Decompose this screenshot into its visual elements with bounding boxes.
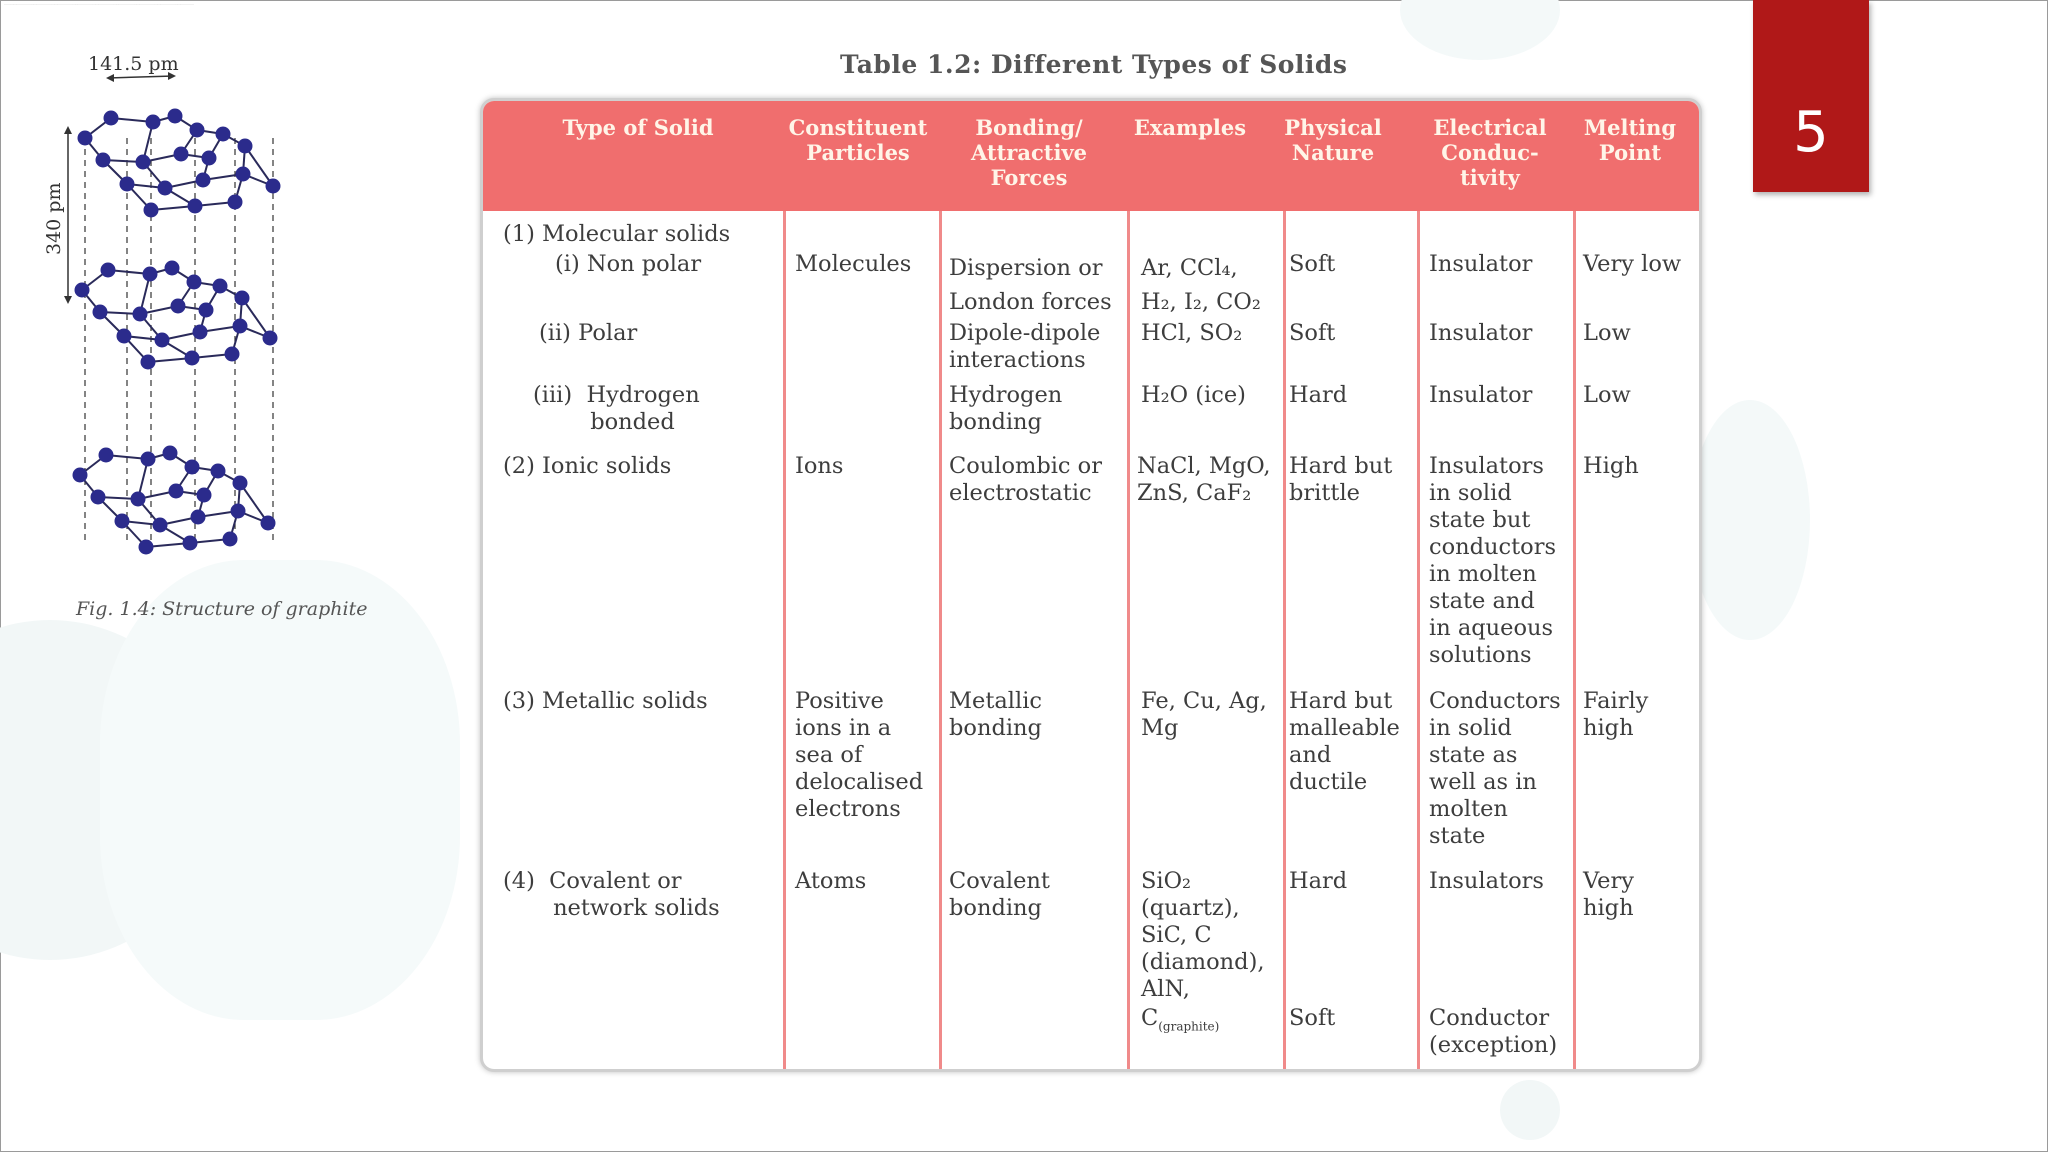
carbon-atom [101,263,116,278]
cell-conductivity: Insulators [1429,868,1544,894]
carbon-atom [168,109,183,124]
cell-bonding: Dispersion or London forces [949,255,1112,315]
column-divider [1283,211,1286,1069]
carbon-atom [190,123,205,138]
carbon-atom [171,299,186,314]
carbon-atom [213,279,228,294]
carbon-atom [185,460,200,475]
carbon-atom [233,476,248,491]
cell-nature: Soft [1289,251,1336,277]
carbon-atom [158,181,173,196]
carbon-atom [93,305,108,320]
slide-number-badge [1753,0,1869,192]
header-bonding-forces: Bonding/ Attractive Forces [970,115,1088,190]
carbon-atom [191,510,206,525]
carbon-atom [139,540,154,555]
cell-bonding: Metallic bonding [949,688,1042,741]
header-fine-print: ....................................................................................................................................................................................................... [4,2,194,6]
cell-bonding: Coulombic or electrostatic [949,453,1102,506]
carbon-atom [117,329,132,344]
carbon-atom [183,536,198,551]
table-title: Table 1.2: Different Types of Solids [840,50,1348,79]
carbon-atom [202,151,217,166]
column-divider [783,211,786,1069]
background-circle [1690,400,1810,640]
carbon-atom [141,355,156,370]
table-header-row [483,101,1699,211]
carbon-atom [235,291,250,306]
carbon-atom [165,261,180,276]
carbon-atom [197,488,212,503]
carbon-atom [233,319,248,334]
carbon-atom [153,518,168,533]
cell-melting: Fairly high [1583,688,1649,741]
cell-examples: Ar, CCl₄, H₂, I₂, CO₂ [1141,255,1261,315]
cell-nature: Hard but brittle [1289,453,1393,506]
carbon-atom [199,303,214,318]
carbon-atom [133,307,148,322]
header-examples: Examples [1133,115,1247,140]
carbon-atom [263,331,278,346]
carbon-atom [99,448,114,463]
header-physical-nature: Physical Nature [1284,115,1382,165]
column-divider [1417,211,1420,1069]
cell-type: (ii) Polar [539,320,638,346]
cell-type: (3) Metallic solids [503,688,708,714]
carbon-atom [228,195,243,210]
carbon-atom [266,179,281,194]
cell-conductivity: Insulator [1429,382,1533,408]
cell-type: (2) Ionic solids [503,453,672,479]
cell-type: (4) Covalent or network solids [503,868,720,921]
figure-caption: Fig. 1.4: Structure of graphite [76,598,368,620]
carbon-atom [188,199,203,214]
carbon-atom [75,283,90,298]
header-melting-point: Melting Point [1583,115,1677,165]
carbon-atom [131,492,146,507]
carbon-atom [236,167,251,182]
carbon-atom [216,127,231,142]
carbon-atom [185,351,200,366]
cell-examples: SiO₂ (quartz), SiC, C (diamond), AlN, [1141,868,1265,1002]
height-label: 340 pm [43,182,65,255]
cell-examples: NaCl, MgO, ZnS, CaF₂ [1137,453,1271,506]
carbon-atom [115,514,130,529]
cell-examples: Fe, Cu, Ag, Mg [1141,688,1267,741]
carbon-atom [73,468,88,483]
cell-examples: HCl, SO₂ [1141,320,1243,346]
column-divider [1127,211,1130,1069]
carbon-atom [225,347,240,362]
cell-particles: Atoms [795,868,867,894]
cell-conductivity: Conductors in solid state as well as in molten state [1429,688,1561,849]
cell-type: (i) Non polar [555,251,702,277]
carbon-atom [155,333,170,348]
carbon-atom [174,147,189,162]
header-type-of-solid: Type of Solid [562,115,714,140]
cell-bonding: Covalent bonding [949,868,1050,921]
cell-graphite-example: $C_{(graphite)}$ [1141,1005,1220,1034]
cell-nature: Hard [1289,382,1348,408]
width-dimension-arrow [108,76,174,78]
carbon-atom [187,275,202,290]
column-divider [939,211,942,1069]
carbon-atom [96,153,111,168]
carbon-atom [231,504,246,519]
carbon-atom [78,131,93,146]
carbon-atom [104,111,119,126]
cell-particles: Ions [795,453,844,479]
cell-nature: Soft [1289,320,1336,346]
carbon-atom [136,155,151,170]
cell-melting: Very high [1583,868,1634,921]
carbon-atom [143,267,158,282]
cell-graphite-conductivity: Conductor (exception) [1429,1005,1558,1058]
cell-particles: Positive ions in a sea of delocalised electrons [795,688,924,822]
slide-number: 5 [1793,100,1829,165]
graphite-structure-diagram [40,40,440,600]
carbon-atom [120,177,135,192]
carbon-atom [169,484,184,499]
cell-melting: High [1583,453,1639,479]
cell-nature: Hard but malleable and ductile [1289,688,1400,795]
header-electrical-conductivity: Electrical Conduc- tivity [1433,115,1547,190]
carbon-atom [144,203,159,218]
cell-nature: Hard [1289,868,1348,894]
carbon-atom [223,532,238,547]
cell-type: (iii) Hydrogen bonded [533,382,700,435]
cell-conductivity: Insulator [1429,320,1533,346]
group-label-molecular: (1) Molecular solids [503,221,731,247]
carbon-atom [163,446,178,461]
cell-bonding: Dipole-dipole interactions [949,320,1101,373]
carbon-atom [238,139,253,154]
background-circle [1500,1080,1560,1140]
solids-table [480,98,1702,1072]
carbon-atom [146,115,161,130]
cell-melting: Low [1583,382,1631,408]
cell-conductivity: Insulator [1429,251,1533,277]
column-divider [1573,211,1576,1069]
carbon-atom [196,173,211,188]
carbon-atom [91,490,106,505]
graphite-figure [40,40,440,630]
carbon-atom [193,325,208,340]
cell-particles: Molecules [795,251,912,277]
carbon-atom [211,464,226,479]
width-label: 141.5 pm [88,53,179,75]
cell-graphite-nature: Soft [1289,1005,1336,1031]
cell-bonding: Hydrogen bonding [949,382,1063,435]
header-constituent-particles: Constituent Particles [788,115,928,165]
cell-conductivity: Insulators in solid state but conductors in molten state and in aqueous solutions [1429,453,1557,668]
cell-melting: Very low [1583,251,1682,277]
cell-examples: H₂O (ice) [1141,382,1246,408]
carbon-atom [261,516,276,531]
cell-melting: Low [1583,320,1631,346]
carbon-atom [141,452,156,467]
